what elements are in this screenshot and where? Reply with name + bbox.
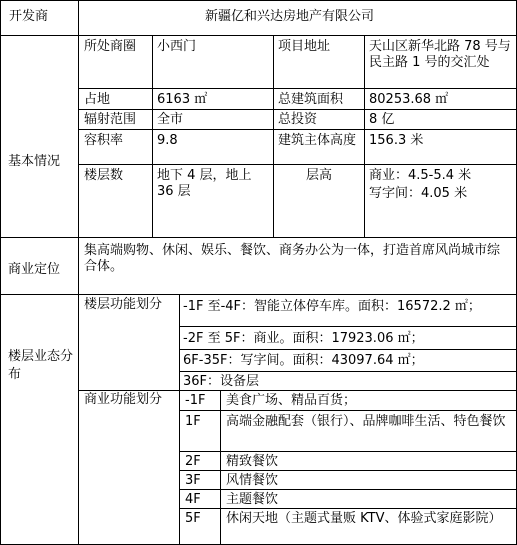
- floor-layout-label: 楼层业态分布: [8, 349, 74, 382]
- business-district-value: 小西门: [157, 39, 197, 54]
- commercial-floor: -1F: [185, 393, 206, 408]
- floor-function-row: -1F 至-4F：智能立体停车库。面积：16572.2 ㎡；: [183, 299, 481, 314]
- commercial-desc: 精致餐饮: [226, 454, 279, 469]
- floor-height-office: 写字间：4.05 米: [369, 186, 468, 201]
- commercial-floor: 3F: [185, 473, 201, 488]
- basic-info-label: 基本情况: [8, 154, 61, 169]
- commercial-desc: 主题餐饮: [226, 492, 279, 507]
- land-area-value: 6163 ㎡: [157, 92, 208, 107]
- floor-function-row: -2F 至 5F：商业。面积：17923.06 ㎡；: [183, 331, 424, 346]
- building-height-label: 建筑主体高度: [278, 133, 357, 148]
- project-address-label: 项目地址: [278, 39, 331, 54]
- developer-label: 开发商: [9, 9, 49, 24]
- floor-function-row: 36F：设备层: [183, 374, 260, 389]
- total-investment-label: 总投资: [278, 112, 318, 127]
- commercial-floor: 5F: [185, 511, 201, 526]
- commercial-floor: 2F: [185, 454, 201, 469]
- floor-count-label: 楼层数: [84, 168, 124, 183]
- total-investment-value: 8 亿: [369, 112, 395, 127]
- commercial-desc: 美食广场、精品百货；: [226, 393, 357, 408]
- commercial-desc: 风情餐饮: [226, 473, 279, 488]
- plot-ratio-label: 容积率: [84, 133, 124, 148]
- floor-function-label: 楼层功能划分: [84, 297, 163, 312]
- floor-function-row: 6F-35F：写字间。面积：43097.64 ㎡；: [183, 353, 424, 368]
- positioning-value: 集高端购物、休闲、娱乐、餐饮、商务办公为一体，打造首席风尚城市综合体。: [84, 243, 501, 274]
- commercial-function-label: 商业功能划分: [84, 392, 163, 407]
- business-district-label: 所处商圈: [84, 39, 137, 54]
- land-area-label: 占地: [84, 92, 111, 107]
- floor-count-value: 地下 4 层，地上 36 层: [157, 168, 252, 199]
- floor-height-label: 层高: [306, 168, 333, 183]
- project-address-value: 天山区新华北路 78 号与民主路 1 号的交汇处: [369, 39, 511, 70]
- plot-ratio-value: 9.8: [157, 133, 178, 148]
- coverage-value: 全市: [157, 112, 184, 127]
- floor-height-commercial: 商业：4.5-5.4 米: [369, 168, 472, 183]
- developer-name: 新疆亿和兴达房地产有限公司: [205, 9, 375, 24]
- gross-floor-area-label: 总建筑面积: [278, 92, 344, 107]
- gross-floor-area-value: 80253.68 ㎡: [369, 92, 449, 107]
- building-height-value: 156.3 米: [369, 133, 424, 148]
- commercial-floor: 1F: [185, 414, 201, 429]
- coverage-label: 辐射范围: [84, 112, 137, 127]
- commercial-floor: 4F: [185, 492, 201, 507]
- commercial-desc: 高端金融配套（银行）、品牌咖啡生活、特色餐饮: [226, 414, 506, 429]
- positioning-label: 商业定位: [8, 262, 61, 277]
- commercial-desc: 休闲天地（主题式量贩 KTV、体验式家庭影院）: [226, 511, 502, 526]
